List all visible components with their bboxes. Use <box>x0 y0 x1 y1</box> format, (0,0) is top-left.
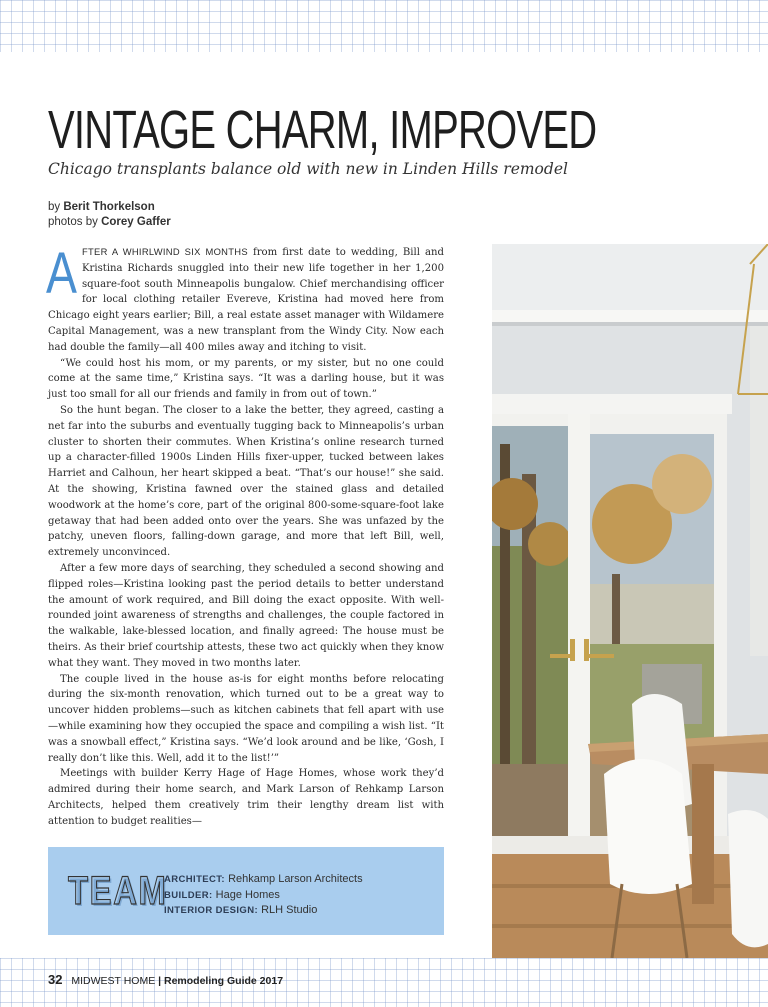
team-heading: TEAM <box>68 869 168 913</box>
page-footer <box>48 972 283 987</box>
magazine-name: MIDWEST HOME <box>71 975 156 987</box>
footer-separator: | <box>158 975 162 987</box>
paragraph-4: After a few more days of searching, they scheduled a second showing and flipped roles—Kristina looking past the period details to better understand the amount of work required, and Bill doing the exact opposite. With well-rounded joint awareness of strengths and challenges, the couple factored in the walkable, lake-blessed location, and finally agreed: The house must be theirs. As their brief courtship attests, these two act quickly when they know what they want. They moved in two months later. <box>48 562 444 669</box>
paragraph-1 <box>46 241 445 356</box>
issue-name: Remodeling Guide 2017 <box>164 975 284 987</box>
interior-value: RLH Studio <box>261 904 318 916</box>
article-title: VINTAGE CHARM, IMPROVED <box>48 100 597 160</box>
article-body <box>46 241 445 829</box>
page-number: 32 <box>48 972 63 987</box>
photographer-name: Corey Gaffer <box>101 216 171 228</box>
builder-credit <box>164 888 363 904</box>
paragraph-3: So the hunt began. The closer to a lake the better, they agreed, casting a net far into the suburbs and eventually tugging back to Minneapolis’s urban cluster to shorten their commutes. When Kristina’s online research turned up a character-filled 1900s Linden Hills fixer-upper, tucked between lakes Harriet and Calhoun, her heart skipped a beat. “That’s our house!” she said. At the showing, Kristina fawned over the stained glass and detailed woodwork at the home’s core, part of the original 800-some-square-foot lake getaway that had been added onto over the years. She was unfazed by the patchy, uneven floors, falling-down garage, and more that left Bill, well, extremely unconvinced. <box>48 404 444 559</box>
interior-label: INTERIOR DESIGN: <box>164 905 259 916</box>
builder-value: Hage Homes <box>215 888 280 901</box>
article-subtitle: Chicago transplants balance old with new in Linden Hills remodel <box>48 160 568 178</box>
architect-label: ARCHITECT: <box>164 874 225 885</box>
builder-label: BUILDER: <box>164 889 213 901</box>
graph-paper-header-band <box>0 0 768 52</box>
author-line <box>48 200 171 215</box>
author-name: Berit Thorkelson <box>63 201 155 213</box>
lead-in-smallcaps: FTER A WHIRLWIND SIX MONTHS <box>82 246 248 257</box>
team-list <box>164 872 363 919</box>
interior-credit <box>164 903 363 919</box>
photos-prefix: photos by <box>48 216 98 228</box>
paragraph-5: The couple lived in the house as-is for eight months before relocating during the six-month renovation, which turned out to be a great way to uncover hidden problems—such as kitchen cabinets that fell apart with use—while examining how they occupied the space and compiling a wish list. “It was a snowball effect,” Kristina says. “We’d look around and be like, ‘Gosh, I really don’t like this. Well, add it to the list!’” <box>48 673 444 764</box>
team-credits-box <box>48 847 444 935</box>
paragraph-1-text: from first date to wedding, Bill and Kristina Richards snuggled into their new life together in her 1,200 square-foot south Minneapolis bungalow. Chief merchandising officer for local clothing retailer Evereve, Kristina had moved here from Chicago eight years earlier; Bill, a real estate asset manager with Wildamere Capital Management, was a new transplant from the Windy City. Now each had double the family—all 400 miles away and itching to visit. <box>48 247 445 353</box>
paragraph-2: “We could host his mom, or my parents, or my sister, but no one could come at the same time,” Kristina says. “It was a darling house, but it was just too small for all our friends and family in from out of town.” <box>48 357 444 401</box>
by-prefix: by <box>48 201 61 213</box>
drop-cap: A <box>46 241 77 306</box>
photographer-line <box>48 215 171 230</box>
kitchen-dining-photo <box>492 244 768 958</box>
paragraph-6: Meetings with builder Kerry Hage of Hage Homes, whose work they’d admired during their home search, and Mark Larson of Rehkamp Larson Architects, helped them creatively trim their lengthy dream list with attention to budget realities— <box>48 768 444 827</box>
architect-credit <box>164 872 363 888</box>
architect-value: Rehkamp Larson Architects <box>228 873 363 885</box>
photo-illustration <box>492 244 768 958</box>
byline <box>48 200 171 230</box>
